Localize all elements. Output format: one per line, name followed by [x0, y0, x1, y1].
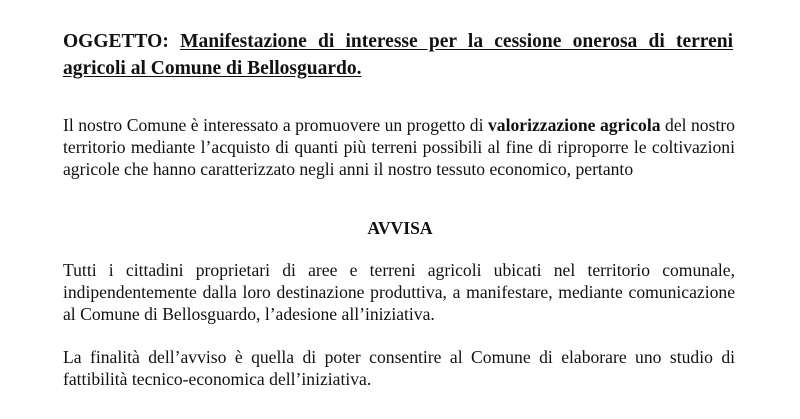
- subject-label: OGGETTO: [63, 31, 163, 52]
- intro-paragraph: [63, 114, 735, 180]
- cropped-next-line: [63, 403, 735, 419]
- intro-text-end: del nostro territorio mediante l’acquisto di quanti più terreni possibili al fine di riproporre le coltivazioni agricole che hanno caratterizzato negli anni il nostro tessuto economico, pertanto: [63, 115, 735, 179]
- intro-text-start: Il nostro Comune è interessato a promuovere un progetto di: [63, 115, 488, 135]
- notice-heading: AVVISA: [367, 218, 433, 238]
- subject-text: Manifestazione di interesse per la cessione onerosa di terreni agricoli al Comune di Bellosguardo.: [63, 31, 733, 79]
- subject-separator: :: [162, 31, 181, 52]
- intro-bold-phrase: valorizzazione agricola: [487, 115, 661, 135]
- subject-line: [63, 28, 733, 82]
- notice-paragraph: Tutti i cittadini proprietari di aree e terreni agricoli ubicati nel territorio comunale, indipendentemente dalla loro destinazione produttiva, a manifestare, mediante comunicazione al Comune di Bellosguardo, l’adesione all’iniziativa.: [63, 260, 735, 324]
- purpose-paragraph: La finalità dell’avviso è quella di poter consentire al Comune di elaborare uno studio di fattibilità tecnico-economica dell’iniziativa.: [63, 347, 735, 389]
